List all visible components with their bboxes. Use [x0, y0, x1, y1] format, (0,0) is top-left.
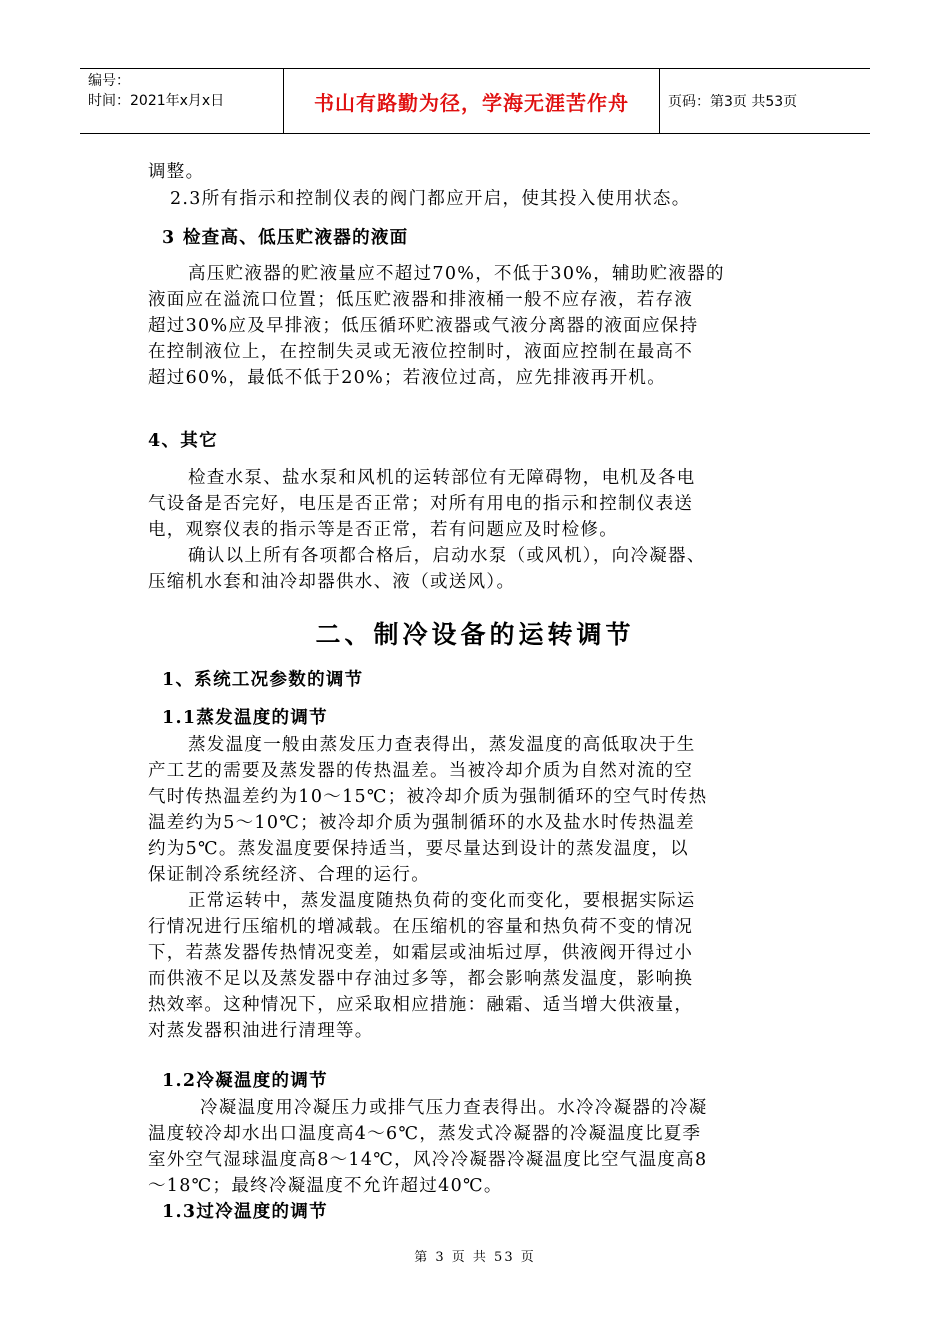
text-line: 压缩机水套和油冷却器供水、液（或送风）。	[148, 572, 516, 592]
text-line: 蒸发温度一般由蒸发压力查表得出，蒸发温度的高低取决于生	[188, 735, 696, 755]
text-line: 对蒸发器积油进行清理等。	[148, 1021, 374, 1041]
document-time: 时间：2021年x月x日	[88, 93, 225, 109]
header-page-info: 页码：第3页 共53页	[668, 94, 798, 110]
subsection-heading: 1.1蒸发温度的调节	[162, 708, 328, 728]
text-line: ～18℃；最终冷凝温度不允许超过40℃。	[148, 1176, 503, 1196]
text-line: 室外空气湿球温度高8～14℃，风冷冷凝器冷凝温度比空气温度高8	[148, 1150, 708, 1170]
text-line: 行情况进行压缩机的增减载。在压缩机的容量和热负荷不变的情况	[148, 917, 694, 937]
text-line: 2.3所有指示和控制仪表的阀门都应开启，使其投入使用状态。	[170, 189, 691, 209]
subsection-heading: 1.2冷凝温度的调节	[162, 1071, 328, 1091]
text-line: 超过60%，最低不低于20%；若液位过高，应先排液再开机。	[148, 368, 666, 388]
section-heading: 1、系统工况参数的调节	[162, 670, 364, 690]
text-line: 热效率。这种情况下，应采取相应措施：融霜、适当增大供液量，	[148, 995, 694, 1015]
page-footer: 第 3 页 共 53 页	[414, 1250, 536, 1265]
section-heading: 3 检查高、低压贮液器的液面	[162, 228, 409, 248]
page-header	[80, 68, 870, 134]
text-line: 在控制液位上，在控制失灵或无液位控制时，液面应控制在最高不	[148, 342, 694, 362]
text-line: 超过30%应及早排液；低压循环贮液器或气液分离器的液面应保持	[148, 316, 699, 336]
text-line: 气时传热温差约为10～15℃；被冷却介质为强制循环的空气时传热	[148, 787, 708, 807]
text-line: 约为5℃。蒸发温度要保持适当，要尽量达到设计的蒸发温度，以	[148, 839, 689, 859]
text-line: 而供液不足以及蒸发器中存油过多等，都会影响蒸发温度，影响换	[148, 969, 694, 989]
text-line: 冷凝温度用冷凝压力或排气压力查表得出。水冷冷凝器的冷凝	[200, 1098, 708, 1118]
chapter-title: 二、制冷设备的运转调节	[315, 620, 635, 649]
text-line: 调整。	[148, 162, 205, 182]
section-heading: 4、其它	[148, 431, 218, 451]
text-line: 高压贮液器的贮液量应不超过70%，不低于30%，辅助贮液器的	[188, 264, 725, 284]
text-line: 检查水泵、盐水泵和风机的运转部位有无障碍物，电机及各电	[188, 468, 696, 488]
text-line: 正常运转中，蒸发温度随热负荷的变化而变化，要根据实际运	[188, 891, 696, 911]
text-line: 产工艺的需要及蒸发器的传热温差。当被冷却介质为自然对流的空	[148, 761, 694, 781]
text-line: 温度较冷却水出口温度高4～6℃，蒸发式冷凝器的冷凝温度比夏季	[148, 1124, 702, 1144]
text-line: 液面应在溢流口位置；低压贮液器和排液桶一般不应存液，若存液	[148, 290, 694, 310]
text-line: 电，观察仪表的指示等是否正常，若有问题应及时检修。	[148, 520, 618, 540]
header-meta	[80, 69, 283, 133]
text-line: 下，若蒸发器传热情况变差，如霜层或油垢过厚，供液阀开得过小	[148, 943, 694, 963]
document-number: 编号：	[88, 73, 130, 89]
subsection-heading: 1.3过冷温度的调节	[162, 1202, 328, 1222]
text-line: 气设备是否完好，电压是否正常；对所有用电的指示和控制仪表送	[148, 494, 694, 514]
header-motto: 书山有路勤为径，学海无涯苦作舟	[283, 69, 660, 133]
text-line: 保证制冷系统经济、合理的运行。	[148, 865, 430, 885]
text-line: 确认以上所有各项都合格后，启动水泵（或风机），向冷凝器、	[188, 546, 706, 566]
text-line: 温差约为5～10℃；被冷却介质为强制循环的水及盐水时传热温差	[148, 813, 695, 833]
